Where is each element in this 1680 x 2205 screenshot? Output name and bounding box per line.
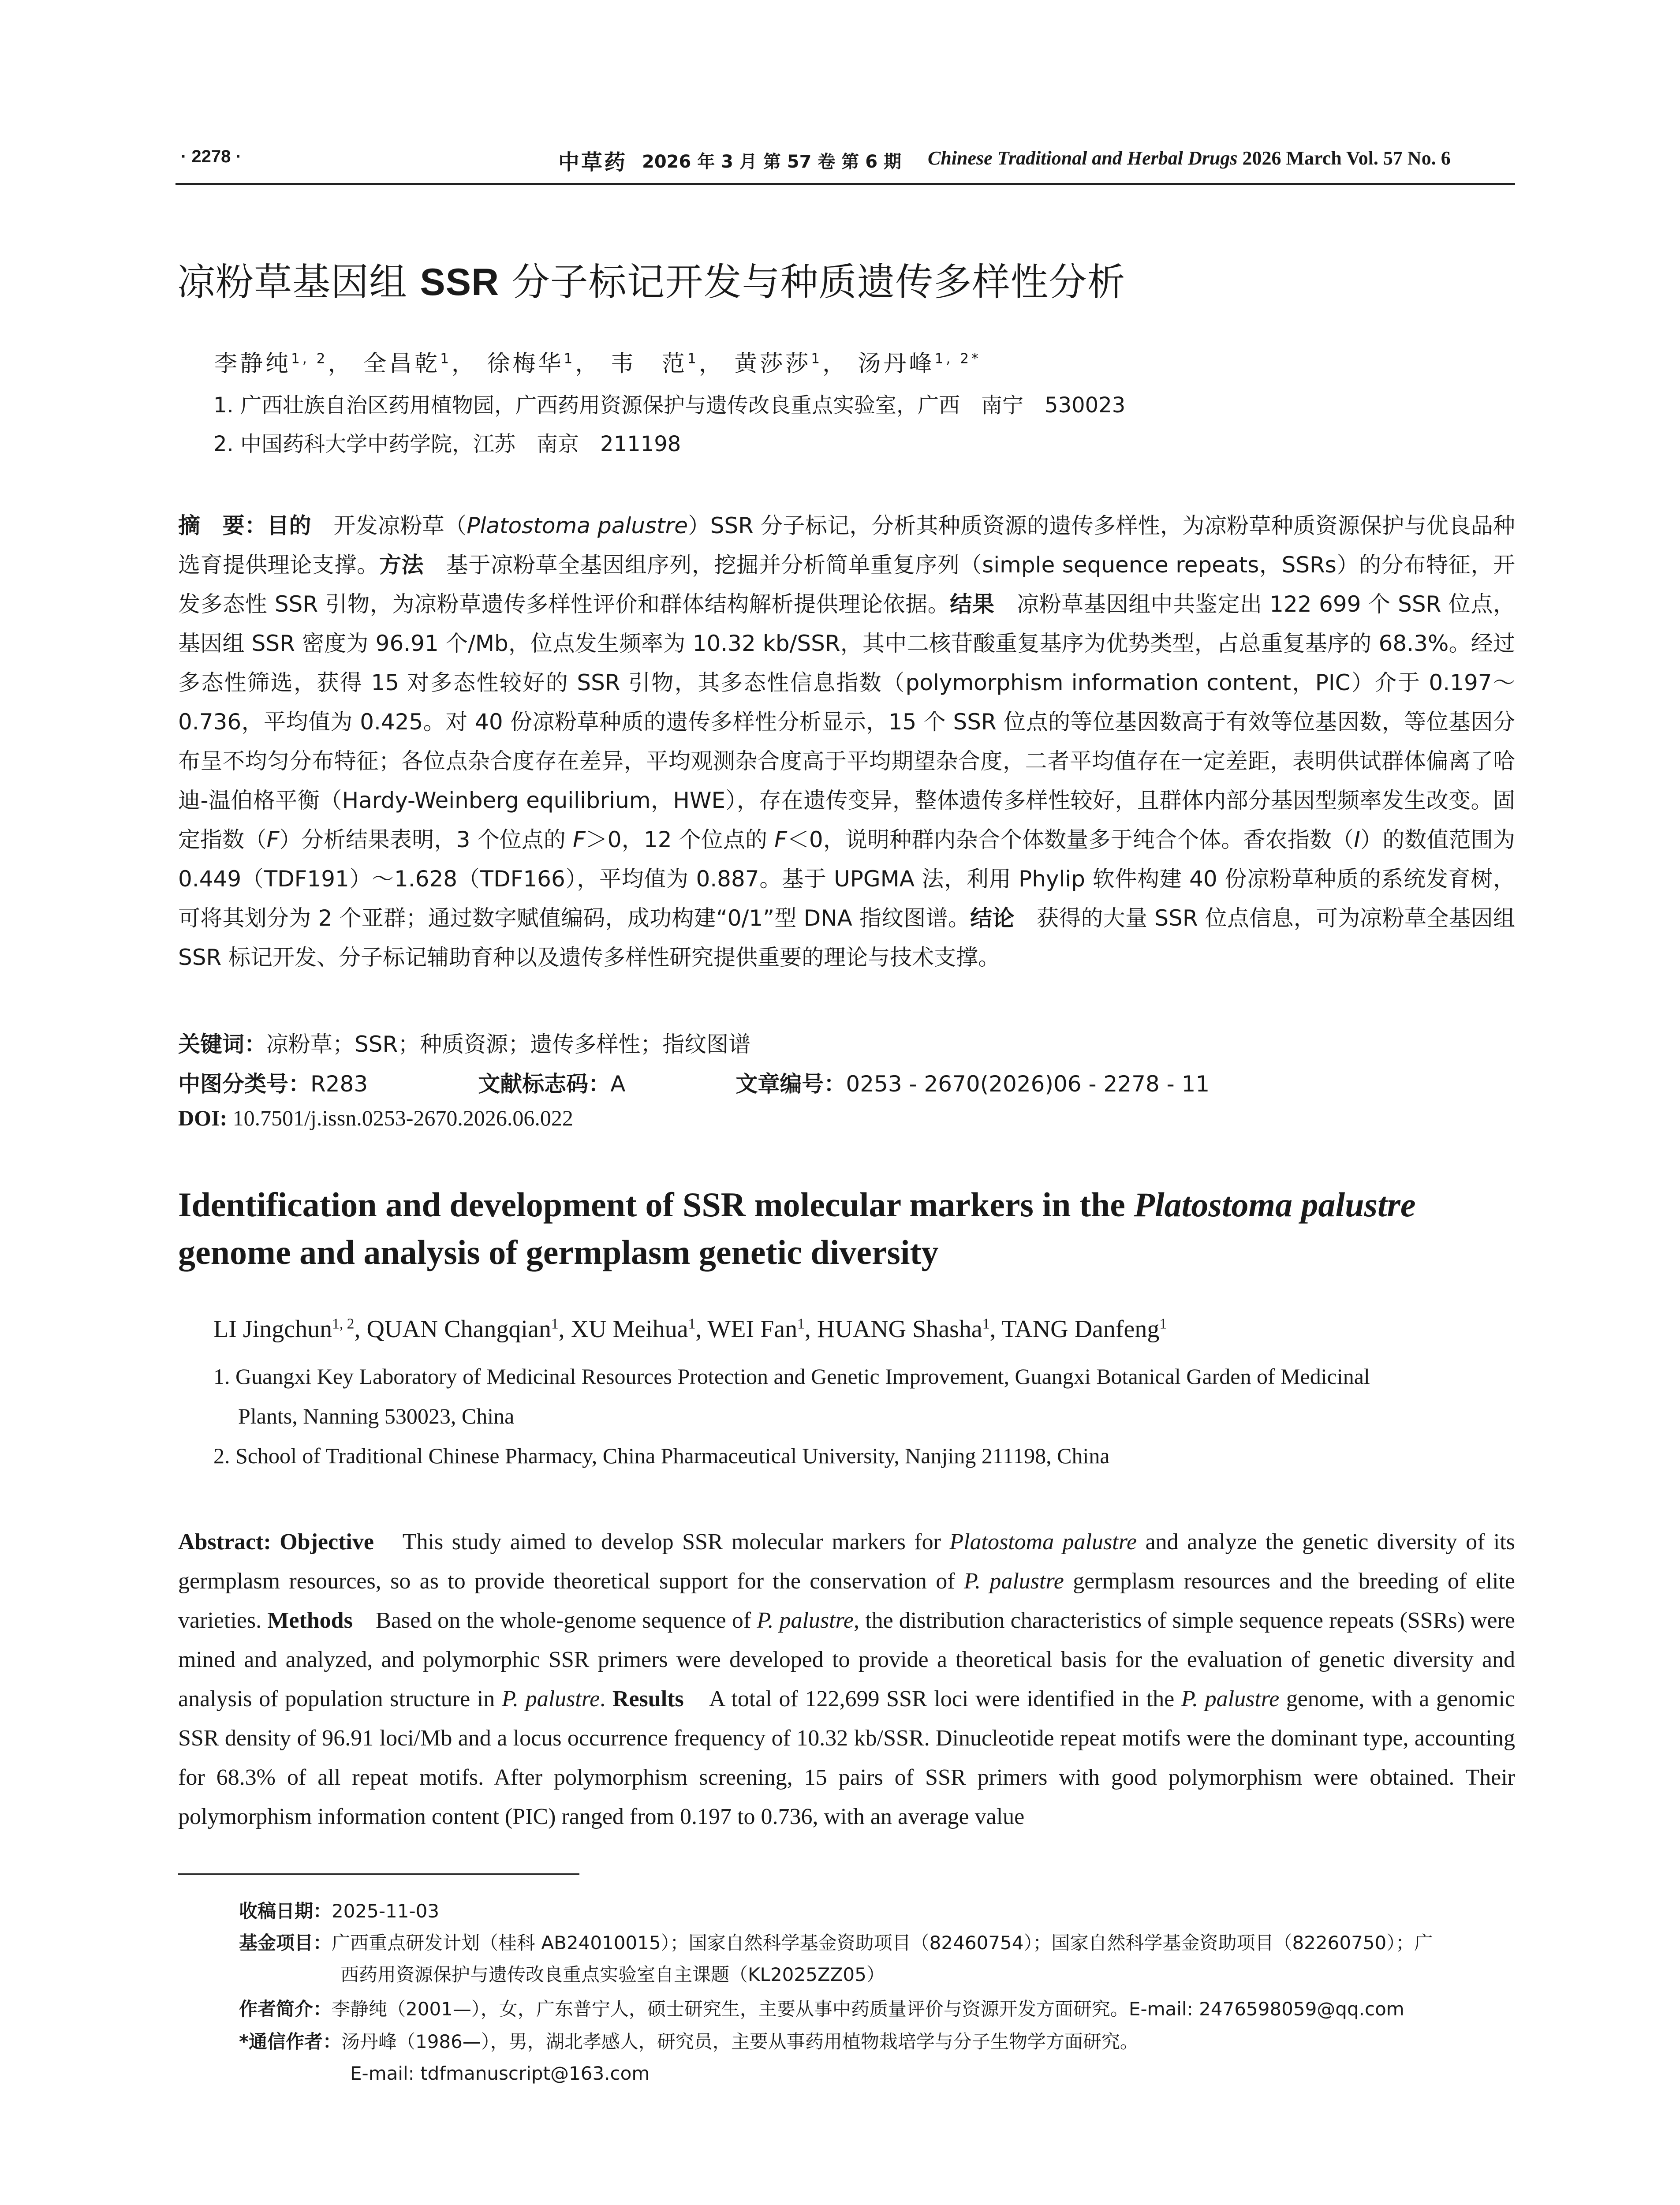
author-name: 汤丹峰 (858, 351, 935, 377)
doi-line: DOI: 10.7501/j.issn.0253-2670.2026.06.022 (178, 1106, 573, 1130)
keywords-cn: 关键词：凉粉草；SSR；种质资源；遗传多样性；指纹图谱 (178, 1031, 751, 1057)
affiliation-cn-1: 1. 广西壮族自治区药用植物园，广西药用资源保护与遗传改良重点实验室，广西 南宁 530023 (213, 393, 1126, 418)
paper-title-cn: 凉粉草基因组 SSR 分子标记开发与种质遗传多样性分析 (177, 260, 1126, 304)
author-list-cn: 李静纯$^{1, 2}$， 全昌乾$^1$， 徐梅华$^1$， 韦 范$^1$， 黄莎莎$^1$， 汤丹峰$^{1, 2*}$ (214, 351, 981, 377)
author-name: HUANG Shasha (817, 1316, 982, 1343)
footnote-received: 收稿日期：2025-11-03 (239, 1900, 440, 1922)
running-header (175, 143, 1515, 185)
classification-line: 中图分类号：R283 文献标志码：A 文章编号：0253 - 2670(2026)06 - 2278 - 11 (178, 1071, 1210, 1097)
author-name: XU Meihua (571, 1316, 688, 1343)
author-name: 全昌乾 (363, 351, 441, 377)
author-name: 李静纯 (214, 351, 291, 377)
affiliation-en-1: 1. Guangxi Key Laboratory of Medicinal Resources Protection and Genetic Improvement, Guangxi Botanical Garden of Medicinal Plants, Nanning 530023, China (213, 1364, 1370, 1428)
affiliation-en-2: 2. School of Traditional Chinese Pharmacy, China Pharmaceutical University, Nanjing 211198, China (213, 1443, 1110, 1468)
journal-name-cn: 中草药 (558, 150, 627, 175)
footnote-corresponding: *通信作者：汤丹峰（1986—），男，湖北孝感人，研究员，主要从事药用植物栽培学与分子生物学方面研究。 E-mail: tdfmanuscript@163.com (239, 2031, 1139, 2084)
footnote-author: 作者简介：李静纯（2001—），女，广东普宁人，硕士研究生，主要从事中药质量评价与资源开发方面研究。E-mail: 2476598059@qq.com (239, 1998, 1404, 2020)
abstract-en: Abstract: Objective This study aimed to develop SSR molecular markers for Platostoma palustre and analyze the genetic diversity of its germplasm resources, so as to provide theoretical support for the conservation of P. palustre germplasm resources and the breeding of elite varieties. Methods Based on the whole-genome sequence of P. palustre, the distribution characteristics of simple sequence repeats (SSRs) were mined and analyzed, and polymorphic SSR primers were developed to provide a theoretical basis for the evaluation of genetic diversity and analysis of population structure in P. palustre. Results A total of 122,699 SSR loci were identified in the P. palustre genome, with a genomic SSR density of 96.91 loci/Mb and a locus occurrence frequency of 10.32 kb/SSR. Dinucleotide repeat motifs were the dominant type, accounting for 68.3% of all repeat motifs. After polymorphism screening, 15 pairs of SSR primers with good polymorphism were obtained. Their polymorphism information content (PIC) ranged from 0.197 to 0.736, with an average value (178, 1529, 1516, 1829)
footnote-divider (178, 1873, 579, 1875)
author-name: 徐梅华 (487, 351, 564, 377)
abstract-cn: 摘 要：目的 开发凉粉草（Platostoma palustre）SSR 分子标记，分析其种质资源的遗传多样性，为凉粉草种质资源保护与优良品种选育提供理论支撑。方法 基于凉粉草全基因组序列，挖掘并分析简单重复序列（simple sequence repeats，SSRs）的分布特征，开发多态性 SSR 引物，为凉粉草遗传多样性评价和群体结构解析提供理论依据。结果 凉粉草基因组中共鉴定出 122 699 个 SSR 位点，基因组 SSR 密度为 96.91 个/Mb，位点发生频率为 10.32 kb/SSR，其中二核苷酸重复基序为优势类型，占总重复基序的 68.3%。经过多态性筛选，获得 15 对多态性较好的 SSR 引物，其多态性信息指数（polymorphism information content，PIC）介于 0.197～0.736，平均值为 0.425。对 40 份凉粉草种质的遗传多样性分析显示，15 个 SSR 位点的等位基因数高于有效等位基因数，等位基因分布呈不均匀分布特征；各位点杂合度存在差异，平均观测杂合度高于平均期望杂合度，二者平均值存在一定差距，表明供试群体偏离了哈迪-温伯格平衡（Hardy-Weinberg equilibrium，HWE），存在遗传变异，整体遗传多样性较好，且群体内部分基因型频率发生改变。固定指数（F）分析结果表明，3 个位点的 F＞0，12 个位点的 F＜0，说明种群内杂合个体数量多于纯合个体。香农指数（I）的数值范围为 0.449（TDF191）～1.628（TDF166），平均值为 0.887。基于 UPGMA 法，利用 Phylip 软件构建 40 份凉粉草种质的系统发育树，可将其划分为 2 个亚群；通过数字赋值编码，成功构建“0/1”型 DNA 指纹图谱。结论 获得的大量 SSR 位点信息，可为凉粉草全基因组 SSR 标记开发、分子标记辅助育种以及遗传多样性研究提供重要的理论与技术支撑。 (178, 513, 1516, 970)
footnote-funding: 基金项目：广西重点研发计划（桂科 AB24010015）；国家自然科学基金资助项目（82460754）；国家自然科学基金资助项目（82260750）；广 西药用资源保护与遗传改良重点实验室自主课题（KL2025ZZ05） (239, 1932, 1433, 1985)
author-name: 黄莎莎 (734, 351, 811, 377)
author-name: WEI Fan (707, 1316, 798, 1343)
author-name: 韦 范 (610, 351, 687, 377)
author-name: TANG Danfeng (1001, 1316, 1160, 1343)
affiliation-cn-2: 2. 中国药科大学中药学院，江苏 南京 211198 (213, 432, 681, 456)
journal-name-en: Chinese Traditional and Herbal Drugs 2026 March Vol. 57 No. 6 (928, 147, 1451, 169)
author-name: LI Jingchun (213, 1316, 332, 1343)
author-name: QUAN Changqian (366, 1316, 551, 1343)
author-list-en: LI Jingchun$^{1, 2}$, QUAN Changqian$^1$, XU Meihua$^1$, WEI Fan$^1$, HUANG Shasha$^1$, TANG Danfeng$^1$ (213, 1316, 1167, 1343)
issue-info-cn: 2026 年 3 月 第 57 卷 第 6 期 (642, 152, 901, 172)
page-number: · 2278 · (181, 147, 242, 166)
paper-title-en: Identification and development of SSR molecular markers in the Platostoma palustre genome and analysis of germplasm genetic diversity (178, 1185, 1416, 1271)
